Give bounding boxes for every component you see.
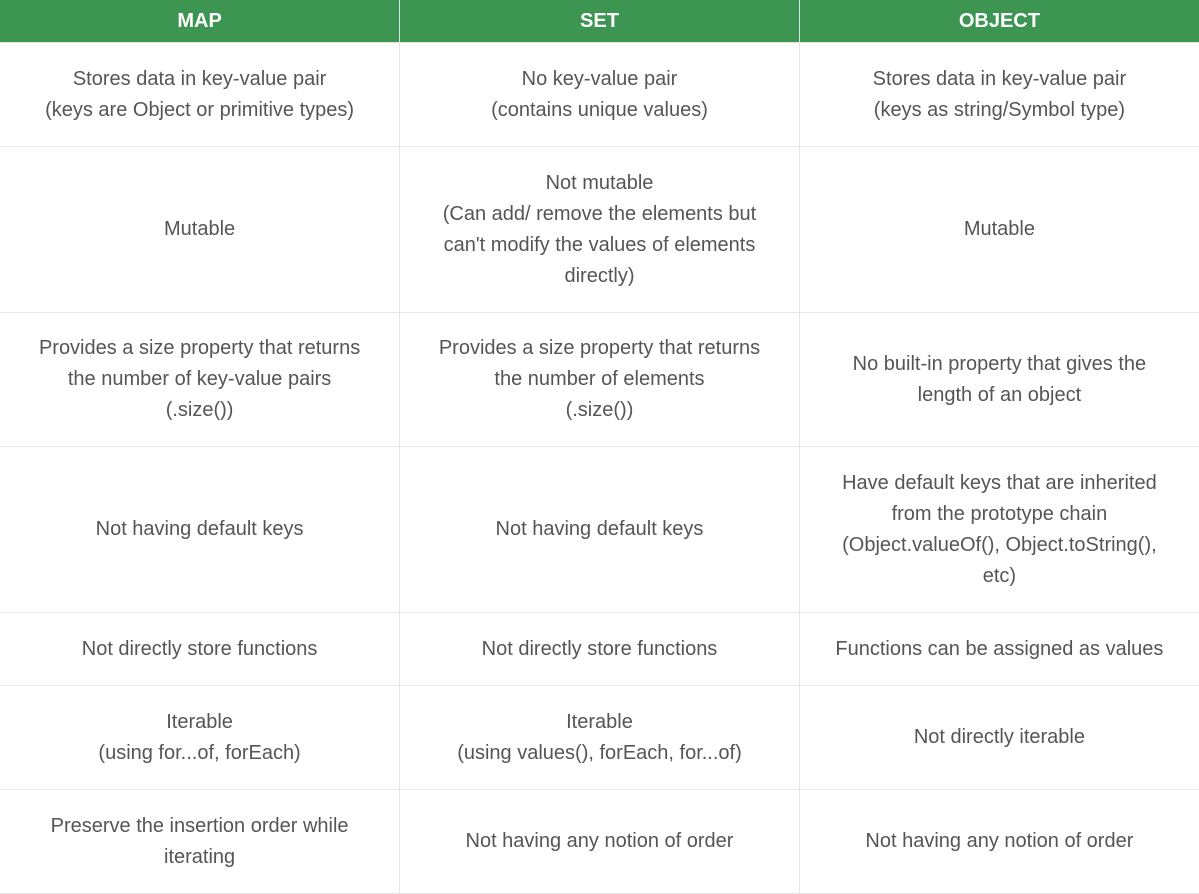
set-cell: Provides a size property that returns the number of elements (.size()) xyxy=(400,313,800,447)
map-cell: Mutable xyxy=(0,147,400,313)
object-cell: No built-in property that gives the length of an object xyxy=(799,313,1199,447)
table-row xyxy=(0,147,1199,313)
header-map: MAP xyxy=(0,0,400,43)
set-cell: No key-value pair (contains unique values) xyxy=(400,43,800,147)
header-set: SET xyxy=(400,0,800,43)
map-cell: Not having default keys xyxy=(0,447,400,613)
set-cell: Not having default keys xyxy=(400,447,800,613)
table-row xyxy=(0,613,1199,686)
set-cell: Not mutable (Can add/ remove the elements but can't modify the values of elements directly) xyxy=(400,147,800,313)
table-row xyxy=(0,313,1199,447)
map-cell: Preserve the insertion order while iterating xyxy=(0,790,400,894)
table-row xyxy=(0,686,1199,790)
set-cell: Iterable (using values(), forEach, for...of) xyxy=(400,686,800,790)
object-cell: Mutable xyxy=(799,147,1199,313)
set-cell: Not having any notion of order xyxy=(400,790,800,894)
map-cell: Not directly store functions xyxy=(0,613,400,686)
map-cell: Stores data in key-value pair (keys are Object or primitive types) xyxy=(0,43,400,147)
object-cell: Not having any notion of order xyxy=(799,790,1199,894)
object-cell: Stores data in key-value pair (keys as string/Symbol type) xyxy=(799,43,1199,147)
set-cell: Not directly store functions xyxy=(400,613,800,686)
header-row xyxy=(0,0,1199,43)
object-cell: Not directly iterable xyxy=(799,686,1199,790)
table-row xyxy=(0,447,1199,613)
table-row xyxy=(0,790,1199,894)
header-object: OBJECT xyxy=(799,0,1199,43)
table-row xyxy=(0,43,1199,147)
object-cell: Functions can be assigned as values xyxy=(799,613,1199,686)
map-cell: Provides a size property that returns the number of key-value pairs (.size()) xyxy=(0,313,400,447)
object-cell: Have default keys that are inherited from the prototype chain (Object.valueOf(), Object.toString(), etc) xyxy=(799,447,1199,613)
map-cell: Iterable (using for...of, forEach) xyxy=(0,686,400,790)
